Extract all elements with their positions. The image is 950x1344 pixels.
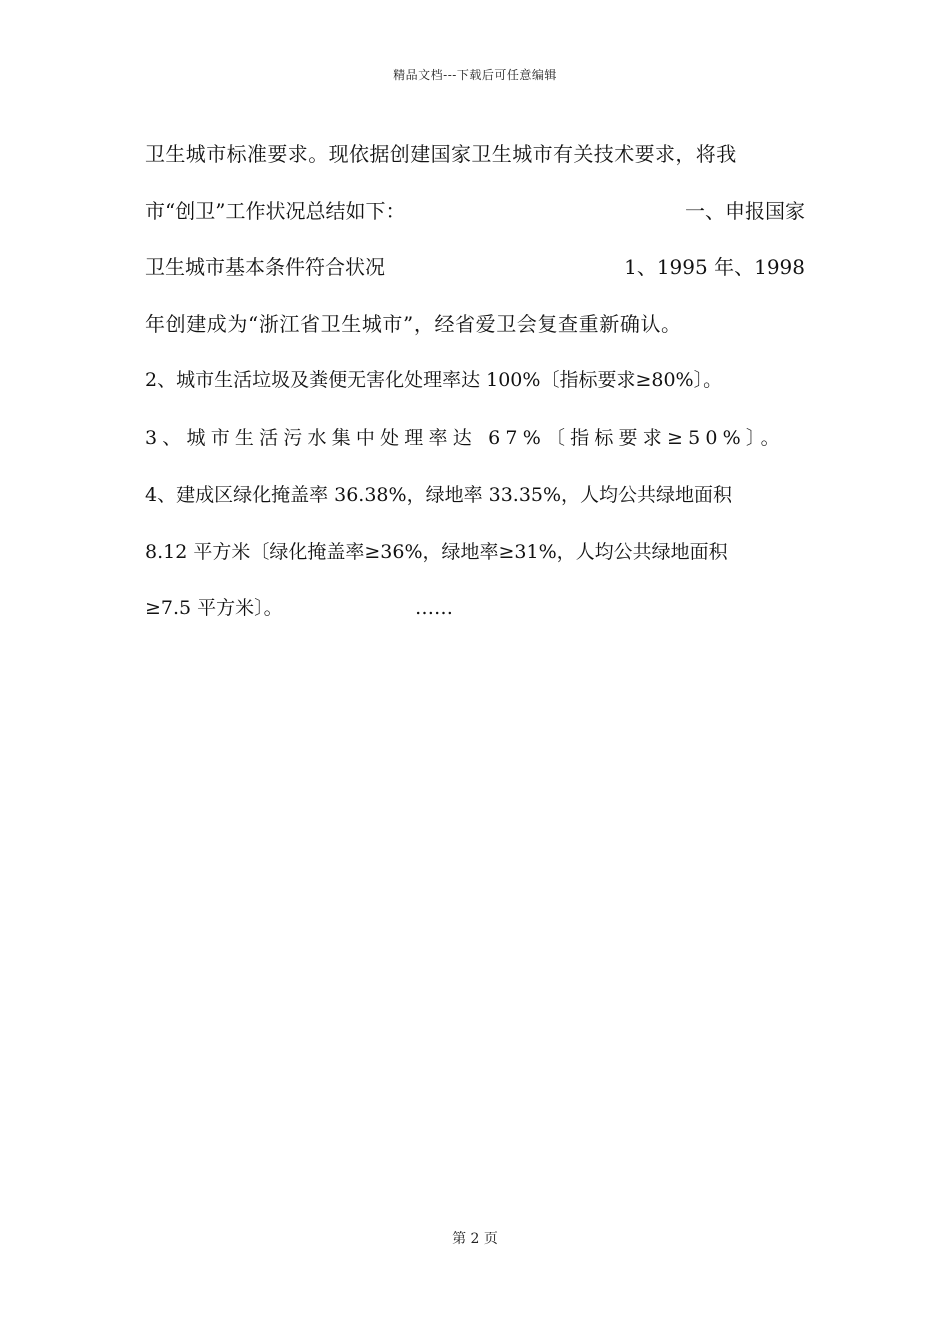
paragraph-line-5: 2、城市生活垃圾及粪便无害化处理率达 100%〔指标要求≥80%〕。 [145, 369, 723, 391]
item-1-start: 1、1995 年、1998 [624, 255, 805, 279]
line-9-left-text: ≥7.5 平方米〕。 [145, 597, 283, 619]
paragraph-line-8: 8.12 平方米〔绿化掩盖率≥36%，绿地率≥31%，人均公共绿地面积 [145, 541, 728, 563]
paragraph-line-7: 4、建成区绿化掩盖率 36.38%，绿地率 33.35%，人均公共绿地面积 [145, 484, 733, 506]
ellipsis: …… [415, 597, 453, 619]
paragraph-line-3 [145, 247, 805, 287]
line-2-left-text: 市“创卫”工作状况总结如下： [145, 199, 406, 223]
paragraph-line-9 [145, 588, 805, 628]
paragraph-line-6: 3、城市生活污水集中处理率达 67%〔指标要求≥50%〕。 [145, 427, 785, 449]
page-number: 第 2 页 [452, 1231, 498, 1247]
paragraph-line-4: 年创建成为“浙江省卫生城市”，经省爱卫会复查重新确认。 [145, 312, 682, 336]
page-header: 精品文档---下载后可任意编辑 [393, 68, 557, 82]
paragraph-line-1: 卫生城市标准要求。现依据创建国家卫生城市有关技术要求，将我 [145, 142, 737, 166]
paragraph-line-2 [145, 191, 805, 231]
section-heading-1: 一、申报国家 [685, 199, 805, 223]
line-3-left-text: 卫生城市基本条件符合状况 [145, 255, 385, 279]
